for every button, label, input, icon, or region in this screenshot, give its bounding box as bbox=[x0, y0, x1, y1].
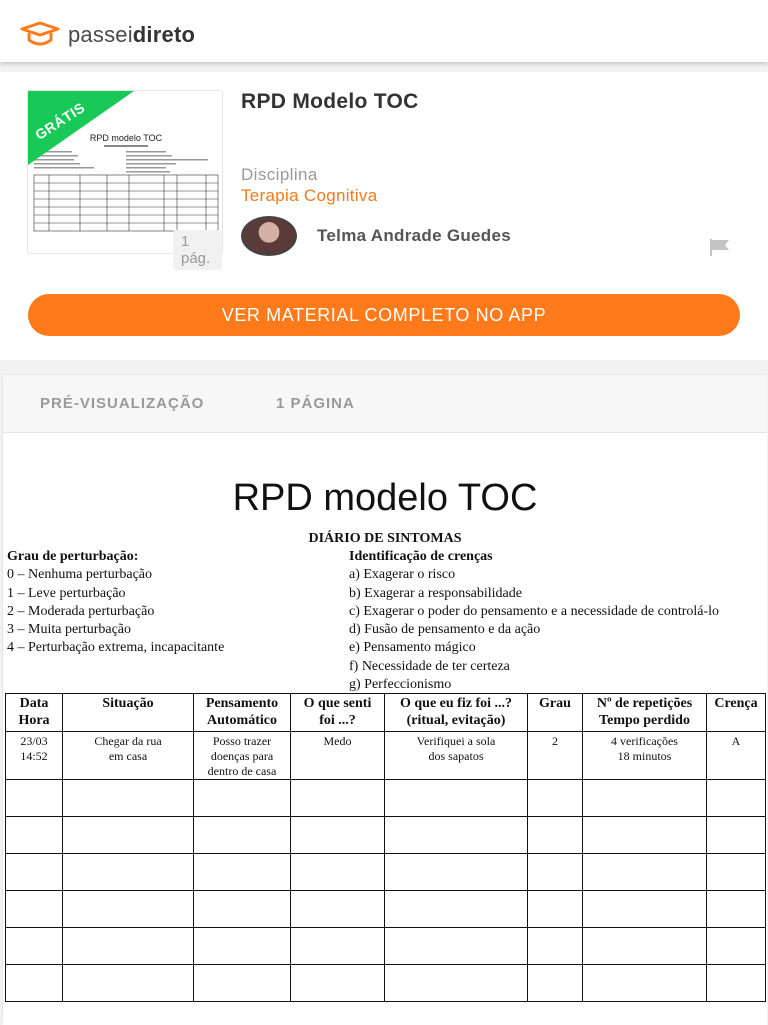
list-item: d) Fusão de pensamento e da ação bbox=[349, 622, 541, 638]
table-row bbox=[6, 928, 766, 965]
preview-header bbox=[3, 375, 767, 433]
disturbance-scale bbox=[7, 548, 337, 658]
free-badge: GRÁTIS bbox=[32, 99, 88, 143]
list-item: g) Perfeccionismo bbox=[349, 677, 452, 693]
material-title: RPD Modelo TOC bbox=[241, 90, 419, 113]
list-item: 0 – Nenhuma perturbação bbox=[7, 567, 152, 583]
list-item: 2 – Moderada perturbação bbox=[7, 603, 155, 619]
table-cell: A bbox=[707, 732, 766, 780]
author-info[interactable] bbox=[241, 216, 511, 256]
tab-page-count: 1 PÁGINA bbox=[276, 395, 355, 412]
table-cell: Chegar da rua em casa bbox=[63, 732, 194, 780]
disturbance-heading: Grau de perturbação: bbox=[7, 549, 139, 564]
list-item: f) Necessidade de ter certeza bbox=[349, 658, 510, 674]
brand-name: passeidireto bbox=[68, 22, 196, 47]
avatar bbox=[241, 216, 297, 256]
column-header: Pensamento Automático bbox=[194, 694, 291, 732]
column-header: O que senti foi ...? bbox=[291, 694, 385, 732]
table-row bbox=[6, 817, 766, 854]
list-item: 1 – Leve perturbação bbox=[7, 585, 126, 601]
column-header: Situação bbox=[63, 694, 194, 732]
view-full-material-button[interactable]: VER MATERIAL COMPLETO NO APP bbox=[28, 294, 740, 336]
list-item: 3 – Muita perturbação bbox=[7, 622, 132, 638]
table-cell: Medo bbox=[291, 732, 385, 780]
column-header: Crença bbox=[707, 694, 766, 732]
table-row bbox=[6, 780, 766, 817]
list-item: b) Exagerar a responsabilidade bbox=[349, 585, 522, 601]
tab-preview[interactable]: PRÉ-VISUALIZAÇÃO bbox=[40, 395, 205, 412]
table-cell: 23/03 14:52 bbox=[6, 732, 63, 780]
table-row bbox=[6, 965, 766, 1002]
discipline-label: Disciplina bbox=[241, 165, 318, 184]
page-count-badge: 1 pág. bbox=[173, 230, 222, 270]
material-card bbox=[0, 72, 768, 360]
column-header: Grau bbox=[528, 694, 583, 732]
document-page bbox=[3, 433, 767, 1025]
document-subtitle: DIÁRIO DE SINTOMAS bbox=[308, 531, 462, 546]
graduation-cap-icon bbox=[20, 22, 60, 48]
table-header-row bbox=[6, 694, 766, 732]
column-header: Nº de repetições Tempo perdido bbox=[583, 694, 707, 732]
list-item: c) Exagerar o poder do pensamento e a necessidade de controlá-lo bbox=[349, 603, 720, 619]
table-row bbox=[6, 854, 766, 891]
column-header: Data Hora bbox=[6, 694, 63, 732]
top-bar bbox=[0, 0, 768, 62]
material-thumbnail[interactable] bbox=[27, 90, 223, 267]
preview-panel bbox=[2, 374, 766, 1024]
list-item: 4 – Perturbação extrema, incapacitante bbox=[7, 640, 225, 656]
table-cell: Posso trazer doenças para dentro de casa bbox=[194, 732, 291, 780]
author-name: Telma Andrade Guedes bbox=[317, 226, 511, 245]
table-cell: 2 bbox=[528, 732, 583, 780]
table-cell: 4 verificações 18 minutos bbox=[583, 732, 707, 780]
table-row bbox=[6, 732, 766, 780]
beliefs-list bbox=[349, 548, 765, 694]
list-item: a) Exagerar o risco bbox=[349, 567, 456, 583]
beliefs-heading: Identificação de crenças bbox=[349, 549, 493, 564]
discipline-link[interactable]: Terapia Cognitiva bbox=[241, 186, 378, 205]
brand-logo[interactable] bbox=[20, 21, 195, 49]
table-cell: Verifiquei a sola dos sapatos bbox=[385, 732, 528, 780]
list-item: e) Pensamento mágico bbox=[349, 640, 476, 656]
svg-text:RPD modelo TOC: RPD modelo TOC bbox=[89, 133, 163, 143]
symptom-diary-table bbox=[5, 693, 766, 1002]
table-row bbox=[6, 891, 766, 928]
document-title: RPD modelo TOC bbox=[232, 477, 538, 519]
column-header: O que eu fiz foi ...? (ritual, evitação) bbox=[385, 694, 528, 732]
flag-icon[interactable] bbox=[708, 238, 732, 256]
